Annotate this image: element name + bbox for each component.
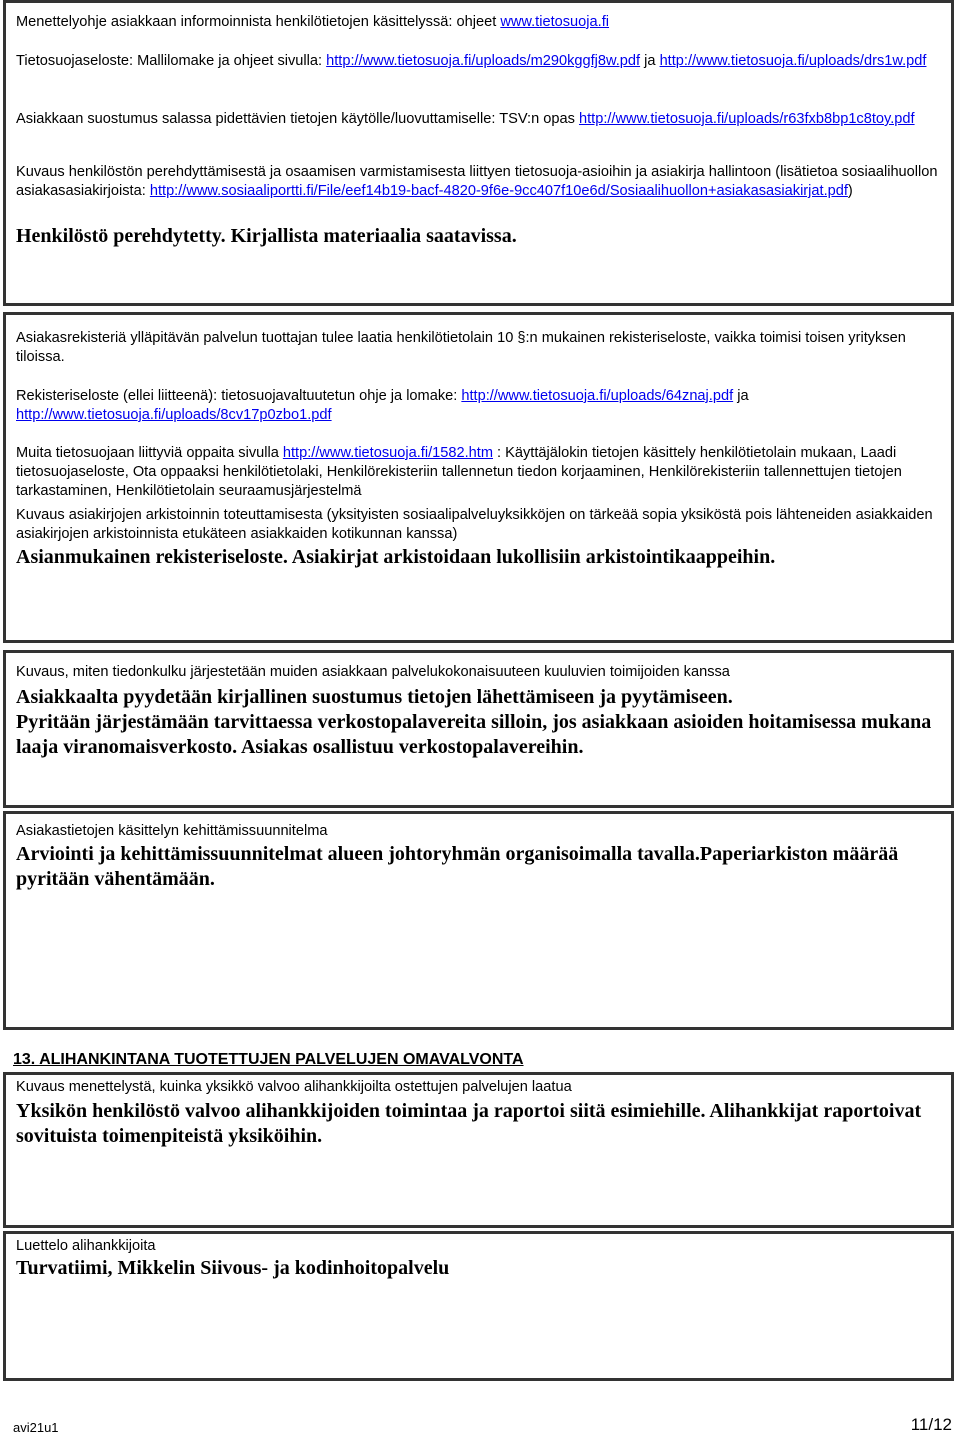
ohjeet-link[interactable]: http://www.tietosuoja.fi/uploads/drs1w.pdf — [659, 53, 927, 69]
perehdytys-line — [16, 163, 941, 201]
oppaat-text: Muita tietosuojaan liittyviä oppaita sivulla — [16, 445, 283, 461]
tietosuojaseloste-line — [16, 52, 941, 71]
section-alihankinta-valvonta — [3, 1072, 954, 1228]
ohje-text: Menettelyohje asiakkaan informoinnista henkilötietojen käsittelyssä: ohjeet — [16, 14, 501, 30]
valvonta-label: Kuvaus menettelystä, kuinka yksikkö valvoo alihankkijoilta ostettujen palvelujen laatua — [16, 1079, 572, 1095]
ja-text-2: ja — [733, 388, 749, 404]
section-rekisteriseloste — [3, 312, 954, 643]
section-tietosuoja-ohjeet — [3, 0, 954, 306]
tietosuoja-link[interactable]: www.tietosuoja.fi — [500, 14, 610, 30]
section-kehittamissuunnitelma — [3, 811, 954, 1030]
alihankkijat-label: Luettelo alihankkijoita — [16, 1238, 156, 1254]
kehittamis-label: Asiakastietojen käsittelyn kehittämissuunnitelma — [16, 823, 328, 839]
ohje-link-2[interactable]: http://www.tietosuoja.fi/uploads/8cv17p0zbo1.pdf — [16, 407, 332, 423]
rekisteriseloste-line — [16, 387, 941, 425]
tiedonkulku-answer-2: Pyritään järjestämään tarvittaessa verkostopalavereita silloin, jos asiakkaan asioiden hoitamisessa mukana laaja viranomaisverkosto. Asiakas osallistuu verkostopalavereihin. — [16, 711, 932, 758]
sosiaaliportti-link[interactable]: http://www.sosiaaliportti.fi/File/eef14b19-bacf-4820-9f6e-9cc407f10e6d/Sosiaalihuollon+asiakasasiakirjat.pdf — [149, 183, 848, 199]
oppaat-line — [16, 444, 941, 501]
ohje-line — [16, 13, 941, 32]
mallilomake-link[interactable]: http://www.tietosuoja.fi/uploads/m290kggfj8w.pdf — [326, 53, 641, 69]
oppaat-rest: : Käyttäjälokin tietojen käsittely henkilötietolain mukaan, Laadi tietosuojaseloste, Ota oppaaksi henkilötietolaki, Henkilörekisteriin tallennetun tiedon korjaaminen, Henkilörekisteriin tallennettujen tietojen tarkastaminen, Henkilötietolain seuraamusjärjestelmä — [16, 445, 902, 499]
tiedonkulku-answer-1: Asiakkaalta pyydetään kirjallinen suostumus tietojen lähettämiseen ja pyytämiseen. — [16, 686, 733, 708]
arkistointi-answer: Asianmukainen rekisteriseloste. Asiakirjat arkistoidaan lukollisiin arkistointikaappeihin. — [16, 546, 776, 568]
lomake-link[interactable]: http://www.tietosuoja.fi/uploads/64znaj.pdf — [461, 388, 734, 404]
valvonta-answer: Yksikön henkilöstö valvoo alihankkijoiden toimintaa ja raportoi siitä esimiehille. Alihankkijat raportoivat sovituista toimenpiteistä yksiköihin. — [16, 1100, 922, 1147]
section-13-heading: 13. ALIHANKINTANA TUOTETTUJEN PALVELUJEN OMAVALVONTA — [13, 1051, 524, 1068]
section-alihankkijat — [3, 1231, 954, 1381]
tsv-opas-link[interactable]: http://www.tietosuoja.fi/uploads/r63fxb8bp1c8toy.pdf — [578, 111, 915, 127]
footer-code: avi21u1 — [13, 1420, 59, 1435]
section-tiedonkulku — [3, 650, 954, 808]
rekisteri-intro: Asiakasrekisteriä ylläpitävän palvelun tuottajan tulee laatia henkilötietolain 10 §:n mukainen rekisteriseloste, vaikka toimisi toisen yrityksen tiloissa. — [16, 330, 906, 365]
suostumus-text: Asiakkaan suostumus salassa pidettävien tietojen käytölle/luovuttamiselle: TSV:n opas — [16, 111, 579, 127]
page-number: 11/12 — [910, 1415, 952, 1434]
tietosuojaseloste-text: Tietosuojaseloste: Mallilomake ja ohjeet sivulla: — [16, 53, 327, 69]
alihankkijat-answer: Turvatiimi, Mikkelin Siivous- ja kodinhoitopalvelu — [16, 1257, 450, 1279]
suostumus-line — [16, 110, 941, 129]
rekisteriseloste-text: Rekisteriseloste (ellei liitteenä): tietosuojavaltuutetun ohje ja lomake: — [16, 388, 462, 404]
perehdytys-text: Kuvaus henkilöstön perehdyttämisestä ja osaamisen varmistamisesta liittyen tietosuoja-asioihin ja asiakirja hallintoon (lisätietoa sosiaalihuollon asiakasasiakirjoista: — [16, 164, 938, 199]
tiedonkulku-label: Kuvaus, miten tiedonkulku järjestetään muiden asiakkaan palvelukokonaisuuteen kuuluvien toimijoiden kanssa — [16, 664, 730, 680]
ja-text: ja — [640, 53, 660, 69]
perehdytys-answer: Henkilöstö perehdytetty. Kirjallista materiaalia saatavissa. — [16, 225, 517, 247]
paren-close: ) — [847, 183, 853, 199]
oppaat-link[interactable]: http://www.tietosuoja.fi/1582.htm — [282, 445, 493, 461]
kehittamis-answer: Arviointi ja kehittämissuunnitelmat alueen johtoryhmän organisoimalla tavalla.Paperiarkiston määrää pyritään vähentämään. — [16, 843, 899, 890]
arkistointi-line: Kuvaus asiakirjojen arkistoinnin toteuttamisesta (yksityisten sosiaalipalveluyksikköjen on tärkeää sopia yksiköstä pois lähteneiden asiakkaiden asiakirjojen arkistoinnista etukäteen asiakkaiden kotikunnan kanssa) — [16, 507, 933, 542]
